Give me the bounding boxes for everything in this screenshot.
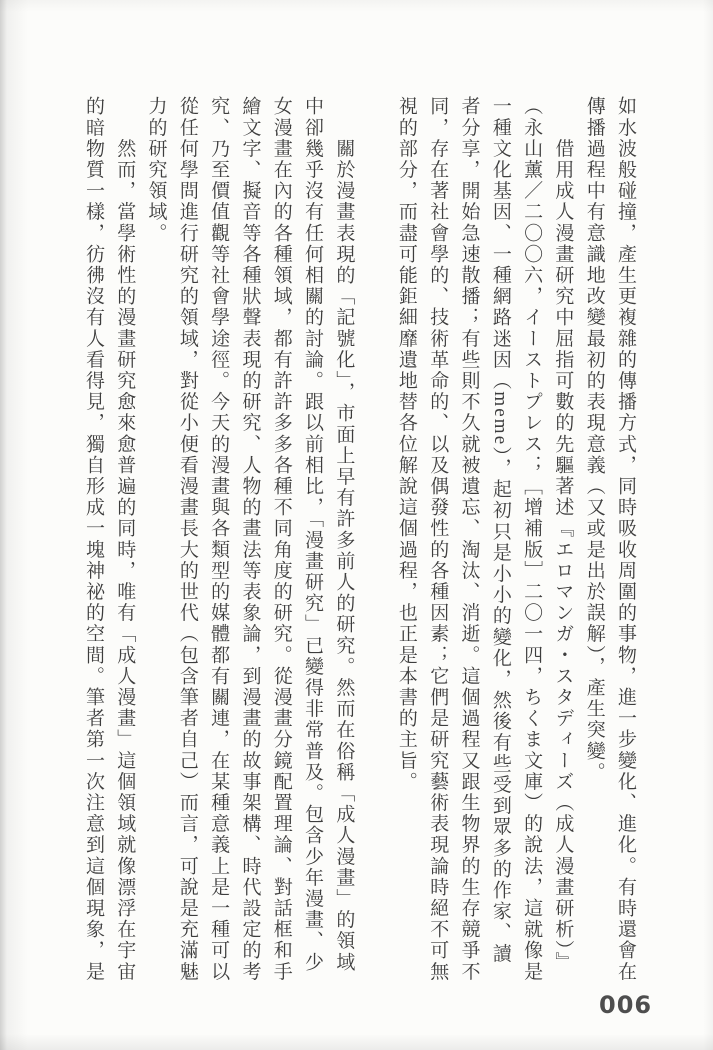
text-column: 然而，當學術性的漫畫研究愈來愈普遍的同時，唯有「成人漫畫」這個領域就像漂浮在宇宙 — [114, 96, 136, 983]
text-column: 的暗物質一樣，彷彿沒有人看得見，獨自形成一塊神祕的空間。筆者第一次注意到這個現象，是 — [82, 96, 104, 983]
text-column: 究、乃至價值觀等社會學途徑。今天的漫畫與各類型的媒體都有關連，在某種意義上是一種可以 — [208, 96, 230, 983]
page-number: 006 — [599, 991, 653, 1019]
text-column: 視的部分，而盡可能鉅細靡遺地替各位解說這個過程，也正是本書的主旨。 — [395, 96, 417, 793]
text-column: 力的研究領域。 — [145, 96, 167, 244]
text-column: 傳播過程中有意識地改變最初的表現意義（又或是出於誤解），產生突變。 — [583, 96, 605, 783]
text-column: 者分享，開始急速散播；有些則不久就被遺忘、淘汰、消逝。這個過程又跟生物界的生存競爭不 — [458, 96, 480, 983]
text-column: 中卻幾乎沒有任何相關的討論。跟以前相比，「漫畫研究」已變得非常普及。包含少年漫畫、少 — [302, 96, 324, 973]
text-column: 借用成人漫畫研究中屈指可數的先驅著述『エロマンガ・スタディーズ（成人漫畫研析）』 — [552, 96, 574, 973]
page-text-block — [78, 96, 641, 984]
text-column: 從任何學問進行研究的領域，對從小便看漫畫長大的世代（包含筆者自己）而言，可說是充滿魅 — [176, 96, 198, 983]
text-column: 同，存在著社會學的、技術革命的、以及偶發性的各種因素；它們是研究藝術表現論時絕不可無 — [427, 96, 449, 983]
text-column: 一種文化基因、一種網路迷因（meme），起初只是小小的變化，然後有些受到眾多的作家、讀 — [489, 96, 511, 965]
text-column: 關於漫畫表現的「記號化」，市面上早有許多前人的研究。然而在俗稱「成人漫畫」的領域 — [333, 96, 355, 973]
blank-separator-column — [359, 96, 390, 984]
text-column: （永山薰／二〇〇六，イーストプレス；［增補版］二〇一四，ちくま文庫）的說法，這就像是 — [521, 96, 543, 983]
text-column: 女漫畫在內的各種領域，都有許許多多各種不同角度的研究。從漫畫分鏡配置理論、對話框和手 — [270, 96, 292, 983]
text-column: 如水波般碰撞，產生更複雜的傳播方式，同時吸收周圍的事物，進一步變化、進化。有時還會在 — [615, 96, 636, 983]
text-column: 繪文字、擬音等各種狀聲表現的研究、人物的畫法等表象論，到漫畫的故事架構、時代設定的考 — [239, 96, 261, 983]
